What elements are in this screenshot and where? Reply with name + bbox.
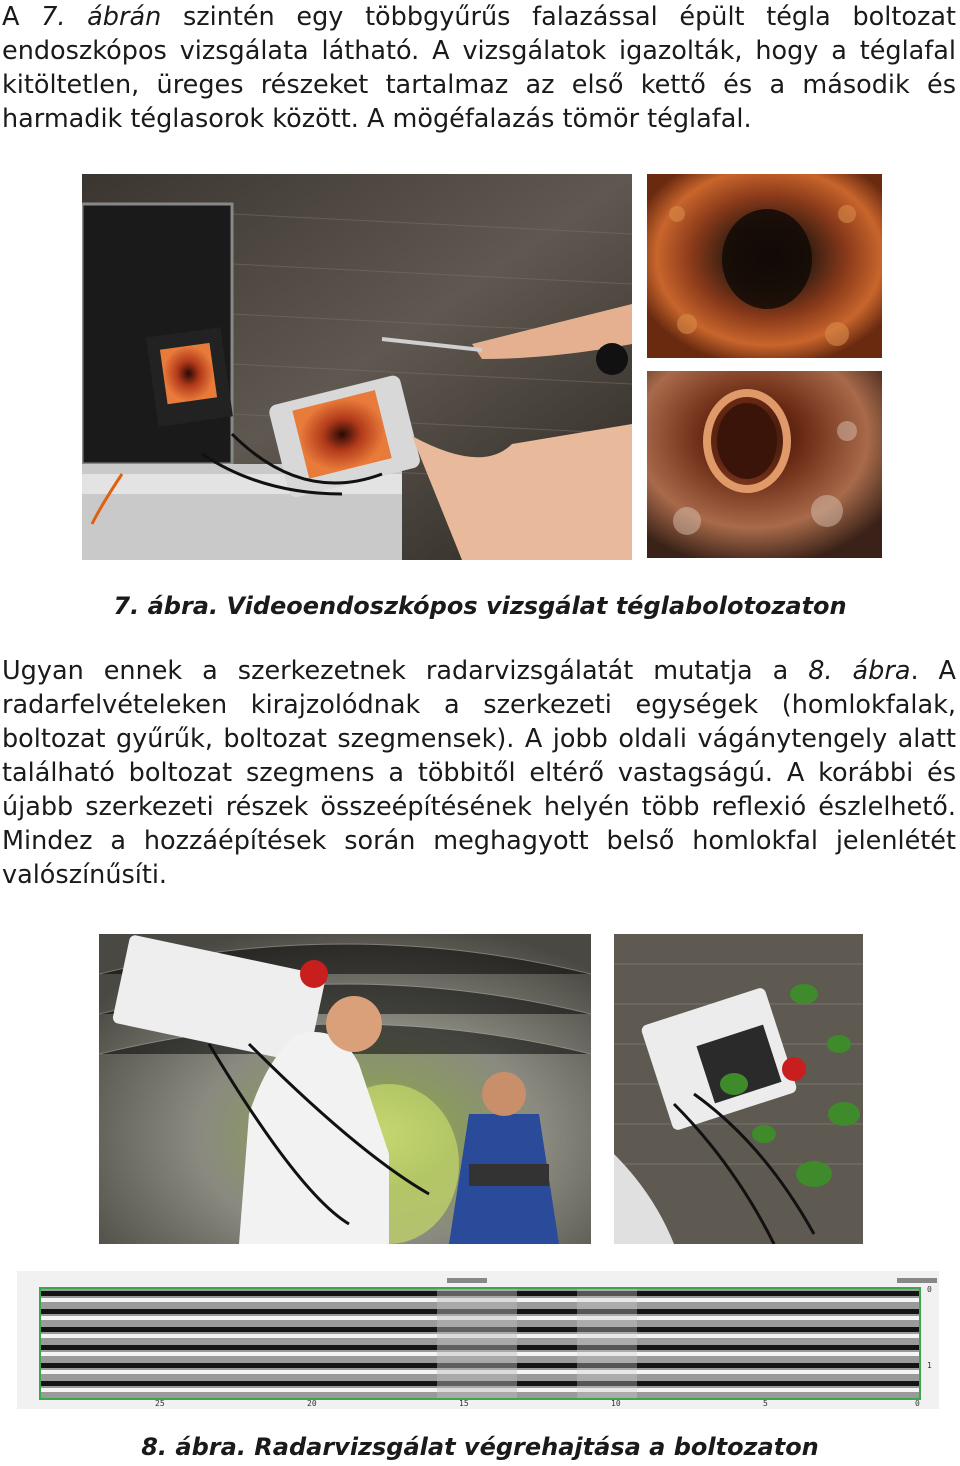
x-tick-label: 25 (155, 1399, 165, 1408)
y-tick-label: 1 (927, 1361, 932, 1370)
text-run: Ugyan ennek a szerkezetnek radarvizsgálatát mutatja a (2, 656, 809, 686)
radar-paragraph (2, 654, 956, 892)
intro-paragraph (2, 0, 956, 136)
endoscope-image-top (647, 174, 882, 358)
radargram-title-text (447, 1278, 487, 1283)
x-tick-label: 0 (915, 1399, 920, 1408)
endoscope-inspection-photo (82, 174, 632, 560)
figure-8-caption: 8. ábra. Radarvizsgálat végrehajtása a boltozaton (141, 1433, 819, 1461)
x-tick-label: 15 (459, 1399, 469, 1408)
text-run: . A radarfelvételeken kirajzolódnak a szerkezeti egységek (homlokfalak, boltozat gyűrűk, boltozat szegmensek). A jobb oldali vágánytengely alatt található boltozat szegmens a többitől eltérő vastagságú. A korábbi és újabb szerkezeti részek összeépítésének helyén több reflexió észlelhető. Mindez a hozzáépítések során meghagyott belső homlokfal jelenlétét valószínűsíti. (2, 656, 956, 890)
figure-reference: 8. ábra (808, 656, 911, 686)
x-tick-label: 20 (307, 1399, 317, 1408)
endoscope-image-bottom (647, 371, 882, 558)
x-tick-label: 5 (763, 1399, 768, 1408)
radargram-unit-text (897, 1278, 937, 1283)
figure-reference: 7. ábrán (41, 2, 162, 32)
figure-7-caption: 7. ábra. Videoendoszkópos vizsgálat téglabolotozaton (113, 592, 847, 620)
text-run: A (2, 2, 42, 32)
radargram (17, 1271, 939, 1409)
radar-survey-photo-vault (99, 934, 591, 1244)
y-tick-label: 0 (927, 1285, 932, 1294)
text-run: szintén egy többgyűrűs falazással épült tégla boltozat endoszkópos vizsgálata látható. A vizsgálatok igazolták, hogy a téglafal kitöltetlen, üreges részeket tartalmaz az első kettő és a második és harmadik téglasorok között. A mögéfalazás tömör téglafal. (2, 2, 956, 134)
radar-survey-photo-wall (614, 934, 863, 1244)
x-tick-label: 10 (611, 1399, 621, 1408)
